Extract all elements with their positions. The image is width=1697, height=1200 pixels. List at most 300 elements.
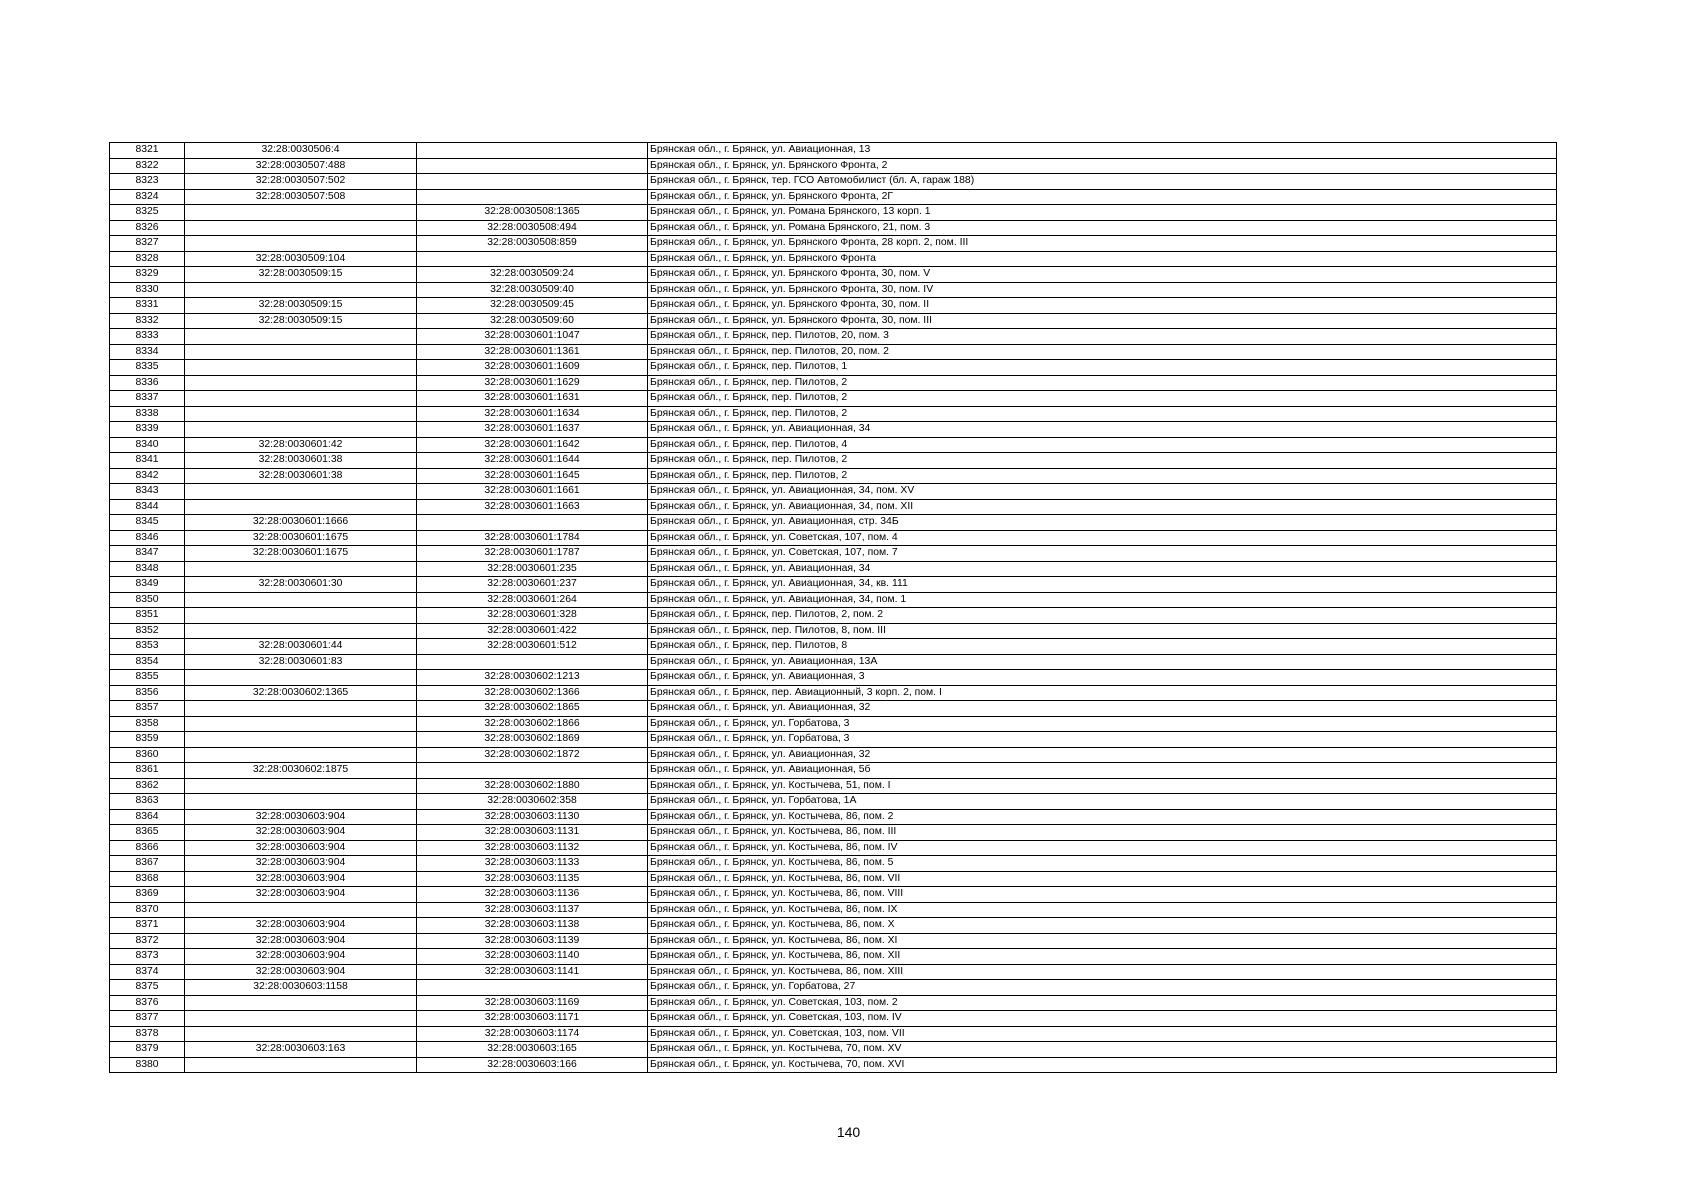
parcel-number-cell: 32:28:0030603:904 <box>185 825 417 841</box>
row-number-cell: 8354 <box>110 654 185 670</box>
address-cell: Брянская обл., г. Брянск, ул. Костычева, 86, пом. III <box>648 825 1557 841</box>
row-number-cell: 8356 <box>110 685 185 701</box>
address-cell: Брянская обл., г. Брянск, пер. Пилотов, 2 <box>648 406 1557 422</box>
object-number-cell: 32:28:0030601:1609 <box>417 360 648 376</box>
row-number-cell: 8377 <box>110 1011 185 1027</box>
parcel-number-cell <box>185 282 417 298</box>
parcel-number-cell: 32:28:0030601:1675 <box>185 530 417 546</box>
object-number-cell: 32:28:0030602:1880 <box>417 778 648 794</box>
row-number-cell: 8366 <box>110 840 185 856</box>
address-cell: Брянская обл., г. Брянск, пер. Пилотов, 20, пом. 3 <box>648 329 1557 345</box>
object-number-cell: 32:28:0030603:1131 <box>417 825 648 841</box>
table-row <box>110 825 1557 841</box>
address-cell: Брянская обл., г. Брянск, ул. Советская, 103, пом. VII <box>648 1026 1557 1042</box>
table-row <box>110 143 1557 159</box>
table-row <box>110 561 1557 577</box>
parcel-number-cell <box>185 747 417 763</box>
row-number-cell: 8322 <box>110 158 185 174</box>
table-row <box>110 282 1557 298</box>
parcel-number-cell <box>185 205 417 221</box>
table-row <box>110 623 1557 639</box>
row-number-cell: 8360 <box>110 747 185 763</box>
address-cell: Брянская обл., г. Брянск, пер. Пилотов, 2, пом. 2 <box>648 608 1557 624</box>
table-row <box>110 530 1557 546</box>
table-row <box>110 375 1557 391</box>
parcel-number-cell <box>185 701 417 717</box>
parcel-number-cell <box>185 592 417 608</box>
table-row <box>110 918 1557 934</box>
table-row <box>110 484 1557 500</box>
row-number-cell: 8331 <box>110 298 185 314</box>
parcel-number-cell <box>185 499 417 515</box>
table-row <box>110 763 1557 779</box>
object-number-cell: 32:28:0030509:40 <box>417 282 648 298</box>
address-cell: Брянская обл., г. Брянск, ул. Горбатова, 1А <box>648 794 1557 810</box>
address-cell: Брянская обл., г. Брянск, пер. Пилотов, 8 <box>648 639 1557 655</box>
parcel-number-cell: 32:28:0030509:104 <box>185 251 417 267</box>
row-number-cell: 8344 <box>110 499 185 515</box>
address-cell: Брянская обл., г. Брянск, ул. Брянского Фронта, 2Г <box>648 189 1557 205</box>
table-row <box>110 856 1557 872</box>
object-number-cell <box>417 654 648 670</box>
row-number-cell: 8326 <box>110 220 185 236</box>
parcel-number-cell: 32:28:0030507:508 <box>185 189 417 205</box>
row-number-cell: 8327 <box>110 236 185 252</box>
page-number: 140 <box>836 1124 861 1140</box>
parcel-number-cell: 32:28:0030602:1875 <box>185 763 417 779</box>
address-cell: Брянская обл., г. Брянск, ул. Горбатова, 3 <box>648 732 1557 748</box>
row-number-cell: 8364 <box>110 809 185 825</box>
object-number-cell: 32:28:0030602:1872 <box>417 747 648 763</box>
object-number-cell: 32:28:0030508:1365 <box>417 205 648 221</box>
table-row <box>110 840 1557 856</box>
row-number-cell: 8333 <box>110 329 185 345</box>
table-row <box>110 267 1557 283</box>
row-number-cell: 8335 <box>110 360 185 376</box>
object-number-cell: 32:28:0030601:1631 <box>417 391 648 407</box>
table-row <box>110 794 1557 810</box>
address-cell: Брянская обл., г. Брянск, ул. Брянского Фронта, 28 корп. 2, пом. III <box>648 236 1557 252</box>
table-row <box>110 592 1557 608</box>
row-number-cell: 8375 <box>110 980 185 996</box>
table-row <box>110 360 1557 376</box>
object-number-cell: 32:28:0030509:60 <box>417 313 648 329</box>
object-number-cell: 32:28:0030603:1171 <box>417 1011 648 1027</box>
object-number-cell <box>417 980 648 996</box>
parcel-number-cell: 32:28:0030603:163 <box>185 1042 417 1058</box>
parcel-number-cell <box>185 1057 417 1073</box>
object-number-cell: 32:28:0030602:1865 <box>417 701 648 717</box>
row-number-cell: 8343 <box>110 484 185 500</box>
object-number-cell: 32:28:0030601:1784 <box>417 530 648 546</box>
table-row <box>110 437 1557 453</box>
parcel-number-cell: 32:28:0030603:904 <box>185 871 417 887</box>
object-number-cell: 32:28:0030601:1661 <box>417 484 648 500</box>
table-row <box>110 670 1557 686</box>
object-number-cell: 32:28:0030603:165 <box>417 1042 648 1058</box>
parcel-number-cell: 32:28:0030603:904 <box>185 964 417 980</box>
address-cell: Брянская обл., г. Брянск, ул. Брянского Фронта, 30, пом. III <box>648 313 1557 329</box>
object-number-cell <box>417 251 648 267</box>
parcel-number-cell <box>185 623 417 639</box>
object-number-cell: 32:28:0030603:1130 <box>417 809 648 825</box>
address-cell: Брянская обл., г. Брянск, ул. Костычева, 86, пом. XIII <box>648 964 1557 980</box>
parcel-number-cell: 32:28:0030603:904 <box>185 918 417 934</box>
object-number-cell: 32:28:0030603:1135 <box>417 871 648 887</box>
address-cell: Брянская обл., г. Брянск, пер. Пилотов, 4 <box>648 437 1557 453</box>
table-row <box>110 639 1557 655</box>
address-cell: Брянская обл., г. Брянск, ул. Костычева, 51, пом. I <box>648 778 1557 794</box>
table-row <box>110 313 1557 329</box>
table-row <box>110 158 1557 174</box>
table-row <box>110 809 1557 825</box>
address-cell: Брянская обл., г. Брянск, ул. Брянского Фронта, 2 <box>648 158 1557 174</box>
object-number-cell <box>417 189 648 205</box>
object-number-cell: 32:28:0030602:358 <box>417 794 648 810</box>
address-cell: Брянская обл., г. Брянск, ул. Костычева, 86, пом. 2 <box>648 809 1557 825</box>
address-cell: Брянская обл., г. Брянск, ул. Авиационная, 3 <box>648 670 1557 686</box>
address-cell: Брянская обл., г. Брянск, тер. ГСО Автомобилист (бл. А, гараж 188) <box>648 174 1557 190</box>
object-number-cell: 32:28:0030603:1133 <box>417 856 648 872</box>
object-number-cell <box>417 158 648 174</box>
address-cell: Брянская обл., г. Брянск, ул. Авиационная, стр. 34Б <box>648 515 1557 531</box>
row-number-cell: 8349 <box>110 577 185 593</box>
table-row <box>110 391 1557 407</box>
parcel-number-cell: 32:28:0030506:4 <box>185 143 417 159</box>
row-number-cell: 8369 <box>110 887 185 903</box>
table-row <box>110 887 1557 903</box>
address-cell: Брянская обл., г. Брянск, ул. Советская, 103, пом. IV <box>648 1011 1557 1027</box>
row-number-cell: 8337 <box>110 391 185 407</box>
address-cell: Брянская обл., г. Брянск, ул. Костычева, 70, пом. XVI <box>648 1057 1557 1073</box>
table-row <box>110 747 1557 763</box>
address-cell: Брянская обл., г. Брянск, ул. Авиационная, 32 <box>648 747 1557 763</box>
address-cell: Брянская обл., г. Брянск, ул. Брянского Фронта, 30, пом. II <box>648 298 1557 314</box>
row-number-cell: 8350 <box>110 592 185 608</box>
row-number-cell: 8324 <box>110 189 185 205</box>
parcel-number-cell: 32:28:0030601:30 <box>185 577 417 593</box>
row-number-cell: 8340 <box>110 437 185 453</box>
parcel-number-cell: 32:28:0030602:1365 <box>185 685 417 701</box>
row-number-cell: 8370 <box>110 902 185 918</box>
parcel-number-cell <box>185 716 417 732</box>
row-number-cell: 8329 <box>110 267 185 283</box>
address-cell: Брянская обл., г. Брянск, ул. Костычева, 86, пом. VIII <box>648 887 1557 903</box>
table-row <box>110 980 1557 996</box>
table-row <box>110 546 1557 562</box>
address-cell: Брянская обл., г. Брянск, ул. Костычева, 86, пом. XII <box>648 949 1557 965</box>
object-number-cell: 32:28:0030603:1141 <box>417 964 648 980</box>
object-number-cell: 32:28:0030602:1213 <box>417 670 648 686</box>
row-number-cell: 8334 <box>110 344 185 360</box>
object-number-cell: 32:28:0030509:45 <box>417 298 648 314</box>
row-number-cell: 8348 <box>110 561 185 577</box>
table-row <box>110 716 1557 732</box>
parcel-number-cell: 32:28:0030603:904 <box>185 840 417 856</box>
address-cell: Брянская обл., г. Брянск, ул. Авиационная, 13А <box>648 654 1557 670</box>
table-row <box>110 1057 1557 1073</box>
object-number-cell: 32:28:0030602:1866 <box>417 716 648 732</box>
row-number-cell: 8338 <box>110 406 185 422</box>
parcel-number-cell <box>185 670 417 686</box>
table-row <box>110 995 1557 1011</box>
row-number-cell: 8351 <box>110 608 185 624</box>
parcel-number-cell <box>185 236 417 252</box>
object-number-cell: 32:28:0030603:1138 <box>417 918 648 934</box>
row-number-cell: 8336 <box>110 375 185 391</box>
row-number-cell: 8359 <box>110 732 185 748</box>
table-row <box>110 1042 1557 1058</box>
table-row <box>110 608 1557 624</box>
object-number-cell: 32:28:0030603:1169 <box>417 995 648 1011</box>
table-row <box>110 1011 1557 1027</box>
object-number-cell: 32:28:0030601:264 <box>417 592 648 608</box>
parcel-number-cell: 32:28:0030601:44 <box>185 639 417 655</box>
parcel-number-cell: 32:28:0030603:904 <box>185 809 417 825</box>
parcel-number-cell: 32:28:0030509:15 <box>185 313 417 329</box>
address-cell: Брянская обл., г. Брянск, ул. Костычева, 86, пом. VII <box>648 871 1557 887</box>
object-number-cell: 32:28:0030601:237 <box>417 577 648 593</box>
table-row <box>110 468 1557 484</box>
object-number-cell: 32:28:0030601:1629 <box>417 375 648 391</box>
row-number-cell: 8363 <box>110 794 185 810</box>
table-row <box>110 933 1557 949</box>
parcel-number-cell: 32:28:0030603:904 <box>185 887 417 903</box>
table-row <box>110 515 1557 531</box>
parcel-number-cell <box>185 391 417 407</box>
parcel-number-cell: 32:28:0030507:502 <box>185 174 417 190</box>
row-number-cell: 8374 <box>110 964 185 980</box>
address-cell: Брянская обл., г. Брянск, ул. Костычева, 70, пом. XV <box>648 1042 1557 1058</box>
parcel-number-cell: 32:28:0030601:1675 <box>185 546 417 562</box>
address-cell: Брянская обл., г. Брянск, пер. Пилотов, 2 <box>648 391 1557 407</box>
table-row <box>110 871 1557 887</box>
parcel-number-cell <box>185 422 417 438</box>
object-number-cell: 32:28:0030601:328 <box>417 608 648 624</box>
row-number-cell: 8339 <box>110 422 185 438</box>
row-number-cell: 8346 <box>110 530 185 546</box>
address-cell: Брянская обл., г. Брянск, ул. Костычева, 86, пом. IV <box>648 840 1557 856</box>
address-cell: Брянская обл., г. Брянск, пер. Пилотов, 1 <box>648 360 1557 376</box>
parcel-number-cell <box>185 561 417 577</box>
object-number-cell: 32:28:0030603:1136 <box>417 887 648 903</box>
table-row <box>110 778 1557 794</box>
parcel-number-cell <box>185 732 417 748</box>
address-cell: Брянская обл., г. Брянск, ул. Советская, 103, пом. 2 <box>648 995 1557 1011</box>
table-row <box>110 701 1557 717</box>
row-number-cell: 8345 <box>110 515 185 531</box>
object-number-cell: 32:28:0030603:166 <box>417 1057 648 1073</box>
address-cell: Брянская обл., г. Брянск, пер. Пилотов, 8, пом. III <box>648 623 1557 639</box>
object-number-cell: 32:28:0030508:859 <box>417 236 648 252</box>
object-number-cell: 32:28:0030509:24 <box>417 267 648 283</box>
address-cell: Брянская обл., г. Брянск, ул. Брянского Фронта, 30, пом. V <box>648 267 1557 283</box>
object-number-cell: 32:28:0030601:1637 <box>417 422 648 438</box>
address-cell: Брянская обл., г. Брянск, ул. Авиационная, 34, кв. 111 <box>648 577 1557 593</box>
parcel-number-cell: 32:28:0030507:488 <box>185 158 417 174</box>
table-row <box>110 964 1557 980</box>
address-cell: Брянская обл., г. Брянск, ул. Костычева, 86, пом. 5 <box>648 856 1557 872</box>
table-row <box>110 220 1557 236</box>
address-cell: Брянская обл., г. Брянск, ул. Костычева, 86, пом. IX <box>648 902 1557 918</box>
row-number-cell: 8353 <box>110 639 185 655</box>
row-number-cell: 8367 <box>110 856 185 872</box>
address-cell: Брянская обл., г. Брянск, пер. Пилотов, 20, пом. 2 <box>648 344 1557 360</box>
address-cell: Брянская обл., г. Брянск, ул. Костычева, 86, пом. X <box>648 918 1557 934</box>
address-cell: Брянская обл., г. Брянск, ул. Авиационная, 34, пом. XV <box>648 484 1557 500</box>
table-row <box>110 732 1557 748</box>
row-number-cell: 8325 <box>110 205 185 221</box>
parcel-number-cell: 32:28:0030603:904 <box>185 933 417 949</box>
table-row <box>110 902 1557 918</box>
row-number-cell: 8328 <box>110 251 185 267</box>
parcel-number-cell: 32:28:0030509:15 <box>185 298 417 314</box>
parcel-number-cell <box>185 360 417 376</box>
address-cell: Брянская обл., г. Брянск, пер. Авиационный, 3 корп. 2, пом. I <box>648 685 1557 701</box>
parcel-number-cell <box>185 1026 417 1042</box>
object-number-cell: 32:28:0030601:235 <box>417 561 648 577</box>
parcel-number-cell: 32:28:0030601:83 <box>185 654 417 670</box>
object-number-cell: 32:28:0030601:1361 <box>417 344 648 360</box>
register-table-body <box>110 143 1557 1073</box>
row-number-cell: 8373 <box>110 949 185 965</box>
object-number-cell: 32:28:0030601:1047 <box>417 329 648 345</box>
address-cell: Брянская обл., г. Брянск, ул. Авиационная, 34, пом. XII <box>648 499 1557 515</box>
parcel-number-cell: 32:28:0030509:15 <box>185 267 417 283</box>
parcel-number-cell: 32:28:0030601:38 <box>185 468 417 484</box>
row-number-cell: 8372 <box>110 933 185 949</box>
table-row <box>110 344 1557 360</box>
parcel-number-cell <box>185 794 417 810</box>
row-number-cell: 8357 <box>110 701 185 717</box>
parcel-number-cell: 32:28:0030601:42 <box>185 437 417 453</box>
table-row <box>110 329 1557 345</box>
table-row <box>110 205 1557 221</box>
object-number-cell <box>417 174 648 190</box>
parcel-number-cell: 32:28:0030603:1158 <box>185 980 417 996</box>
table-row <box>110 189 1557 205</box>
object-number-cell: 32:28:0030602:1366 <box>417 685 648 701</box>
parcel-number-cell <box>185 329 417 345</box>
parcel-number-cell <box>185 375 417 391</box>
row-number-cell: 8380 <box>110 1057 185 1073</box>
address-cell: Брянская обл., г. Брянск, ул. Брянского Фронта <box>648 251 1557 267</box>
address-cell: Брянская обл., г. Брянск, ул. Костычева, 86, пом. XI <box>648 933 1557 949</box>
object-number-cell: 32:28:0030603:1140 <box>417 949 648 965</box>
table-row <box>110 654 1557 670</box>
table-row <box>110 1026 1557 1042</box>
object-number-cell: 32:28:0030601:1644 <box>417 453 648 469</box>
address-cell: Брянская обл., г. Брянск, пер. Пилотов, 2 <box>648 375 1557 391</box>
object-number-cell: 32:28:0030601:422 <box>417 623 648 639</box>
row-number-cell: 8347 <box>110 546 185 562</box>
table-row <box>110 174 1557 190</box>
parcel-number-cell: 32:28:0030601:1666 <box>185 515 417 531</box>
address-cell: Брянская обл., г. Брянск, ул. Романа Брянского, 21, пом. 3 <box>648 220 1557 236</box>
object-number-cell: 32:28:0030601:1645 <box>417 468 648 484</box>
row-number-cell: 8378 <box>110 1026 185 1042</box>
table-row <box>110 406 1557 422</box>
address-cell: Брянская обл., г. Брянск, ул. Авиационная, 5б <box>648 763 1557 779</box>
object-number-cell: 32:28:0030601:1642 <box>417 437 648 453</box>
table-row <box>110 499 1557 515</box>
table-row <box>110 236 1557 252</box>
address-cell: Брянская обл., г. Брянск, ул. Советская, 107, пом. 4 <box>648 530 1557 546</box>
address-cell: Брянская обл., г. Брянск, ул. Авиационная, 32 <box>648 701 1557 717</box>
row-number-cell: 8358 <box>110 716 185 732</box>
object-number-cell: 32:28:0030603:1132 <box>417 840 648 856</box>
row-number-cell: 8355 <box>110 670 185 686</box>
object-number-cell: 32:28:0030601:512 <box>417 639 648 655</box>
parcel-number-cell: 32:28:0030601:38 <box>185 453 417 469</box>
object-number-cell: 32:28:0030601:1663 <box>417 499 648 515</box>
address-cell: Брянская обл., г. Брянск, ул. Романа Брянского, 13 корп. 1 <box>648 205 1557 221</box>
parcel-number-cell <box>185 778 417 794</box>
parcel-number-cell <box>185 902 417 918</box>
address-cell: Брянская обл., г. Брянск, ул. Советская, 107, пом. 7 <box>648 546 1557 562</box>
row-number-cell: 8365 <box>110 825 185 841</box>
parcel-number-cell <box>185 608 417 624</box>
parcel-number-cell <box>185 344 417 360</box>
parcel-number-cell: 32:28:0030603:904 <box>185 949 417 965</box>
table-row <box>110 453 1557 469</box>
table-row <box>110 685 1557 701</box>
object-number-cell <box>417 143 648 159</box>
row-number-cell: 8362 <box>110 778 185 794</box>
address-cell: Брянская обл., г. Брянск, ул. Авиационная, 34 <box>648 561 1557 577</box>
row-number-cell: 8371 <box>110 918 185 934</box>
cadastral-register-table <box>109 142 1557 1073</box>
parcel-number-cell <box>185 220 417 236</box>
row-number-cell: 8330 <box>110 282 185 298</box>
parcel-number-cell <box>185 406 417 422</box>
row-number-cell: 8379 <box>110 1042 185 1058</box>
row-number-cell: 8323 <box>110 174 185 190</box>
address-cell: Брянская обл., г. Брянск, ул. Авиационная, 13 <box>648 143 1557 159</box>
row-number-cell: 8341 <box>110 453 185 469</box>
object-number-cell <box>417 763 648 779</box>
object-number-cell <box>417 515 648 531</box>
row-number-cell: 8368 <box>110 871 185 887</box>
address-cell: Брянская обл., г. Брянск, ул. Авиационная, 34 <box>648 422 1557 438</box>
row-number-cell: 8361 <box>110 763 185 779</box>
table-row <box>110 949 1557 965</box>
object-number-cell: 32:28:0030601:1787 <box>417 546 648 562</box>
row-number-cell: 8332 <box>110 313 185 329</box>
object-number-cell: 32:28:0030603:1137 <box>417 902 648 918</box>
row-number-cell: 8342 <box>110 468 185 484</box>
address-cell: Брянская обл., г. Брянск, ул. Горбатова, 3 <box>648 716 1557 732</box>
table-row <box>110 298 1557 314</box>
row-number-cell: 8321 <box>110 143 185 159</box>
table-row <box>110 577 1557 593</box>
address-cell: Брянская обл., г. Брянск, ул. Горбатова, 27 <box>648 980 1557 996</box>
parcel-number-cell: 32:28:0030603:904 <box>185 856 417 872</box>
parcel-number-cell <box>185 1011 417 1027</box>
address-cell: Брянская обл., г. Брянск, ул. Авиационная, 34, пом. 1 <box>648 592 1557 608</box>
row-number-cell: 8352 <box>110 623 185 639</box>
object-number-cell: 32:28:0030603:1139 <box>417 933 648 949</box>
object-number-cell: 32:28:0030603:1174 <box>417 1026 648 1042</box>
parcel-number-cell <box>185 484 417 500</box>
row-number-cell: 8376 <box>110 995 185 1011</box>
object-number-cell: 32:28:0030602:1869 <box>417 732 648 748</box>
object-number-cell: 32:28:0030508:494 <box>417 220 648 236</box>
object-number-cell: 32:28:0030601:1634 <box>417 406 648 422</box>
address-cell: Брянская обл., г. Брянск, ул. Брянского Фронта, 30, пом. IV <box>648 282 1557 298</box>
address-cell: Брянская обл., г. Брянск, пер. Пилотов, 2 <box>648 468 1557 484</box>
table-row <box>110 251 1557 267</box>
